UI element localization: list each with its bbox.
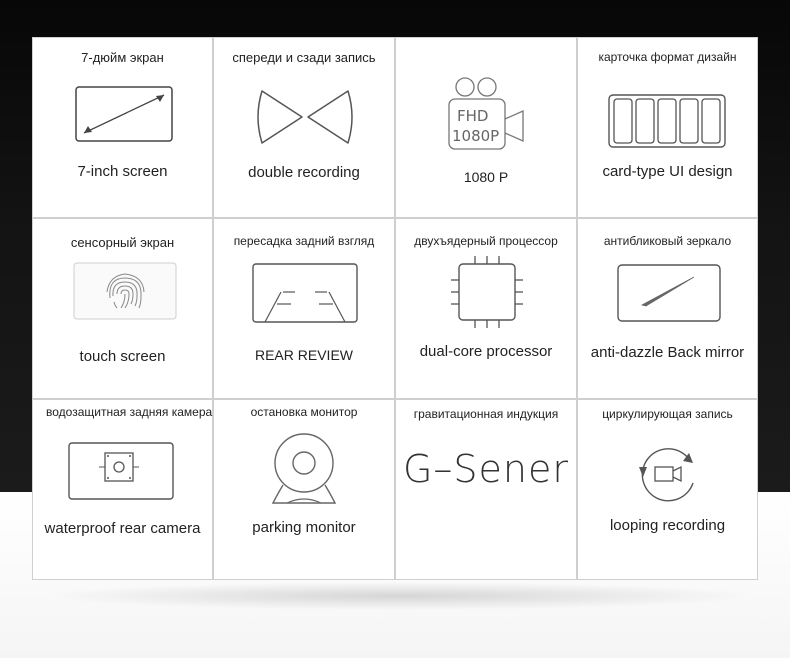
screen-size-icon: [74, 85, 174, 145]
feature-title-ru: антибликовый зеркало: [603, 234, 732, 248]
feature-cell-7-inch-screen: [32, 37, 213, 218]
feature-title-ru: пересадка задний взгляд: [233, 234, 375, 248]
feature-title-en: double recording: [248, 164, 360, 181]
feature-title-en: looping recording: [609, 517, 726, 534]
feature-cell-parking-monitor: [213, 399, 395, 580]
rear-view-icon: [251, 262, 359, 326]
feature-title-en: REAR REVIEW: [254, 347, 353, 363]
feature-cell-double-recording: [213, 37, 395, 218]
feature-cell-dual-core: [395, 218, 577, 399]
feature-title-en: touch screen: [79, 348, 166, 365]
feature-cell-rear-review: [213, 218, 395, 399]
card-ui-icon: [608, 94, 726, 148]
feature-title-ru: остановка монитор: [250, 405, 358, 419]
feature-cell-touch-screen: [32, 218, 213, 399]
feature-cell-waterproof-rear-camera: [32, 399, 213, 580]
feature-title-ru: сенсорный экран: [70, 235, 175, 250]
icon-text-1080p: 1080P: [452, 127, 500, 145]
grid-shadow: [40, 582, 760, 610]
dual-lens-icon: [256, 87, 354, 147]
loop-record-icon: [633, 439, 703, 509]
rear-camera-icon: [67, 441, 175, 501]
fingerprint-icon: [73, 262, 177, 320]
feature-title-en: parking monitor: [252, 519, 356, 536]
feature-title-ru: двухъядерный процессор: [414, 234, 558, 248]
feature-cell-looping-recording: [577, 399, 758, 580]
feature-title-ru: гравитационная индукция: [413, 407, 559, 421]
icon-text-fhd: FHD: [457, 107, 489, 125]
feature-title-ru: 7-дюйм экран: [81, 50, 164, 65]
mirror-icon: [616, 263, 722, 323]
feature-cell-1080p: [395, 37, 577, 218]
chip-icon: [451, 254, 523, 330]
feature-cell-anti-dazzle-mirror: [577, 218, 758, 399]
video-camera-icon: [445, 75, 531, 155]
feature-title-ru: водозащитная задняя камера: [46, 405, 213, 419]
feature-title-en: dual-core processor: [419, 343, 553, 360]
feature-title-en: anti-dazzle Back mirror: [590, 344, 745, 361]
feature-title-en: card-type UI design: [602, 163, 733, 180]
feature-cell-g-sensor: [395, 399, 577, 580]
feature-title-en: 7-inch screen: [77, 163, 168, 180]
g-sensor-logo: G–Sener: [402, 447, 570, 491]
feature-title-en: 1080 P: [463, 169, 509, 185]
feature-cell-card-ui: [577, 37, 758, 218]
feature-title-en: waterproof rear camera: [44, 520, 201, 537]
feature-title-ru: карточка формат дизайн: [598, 50, 737, 64]
feature-grid: [32, 37, 758, 580]
webcam-icon: [267, 431, 341, 511]
feature-title-ru: спереди и сзади запись: [232, 50, 376, 65]
feature-title-ru: циркулирующая запись: [602, 407, 733, 421]
